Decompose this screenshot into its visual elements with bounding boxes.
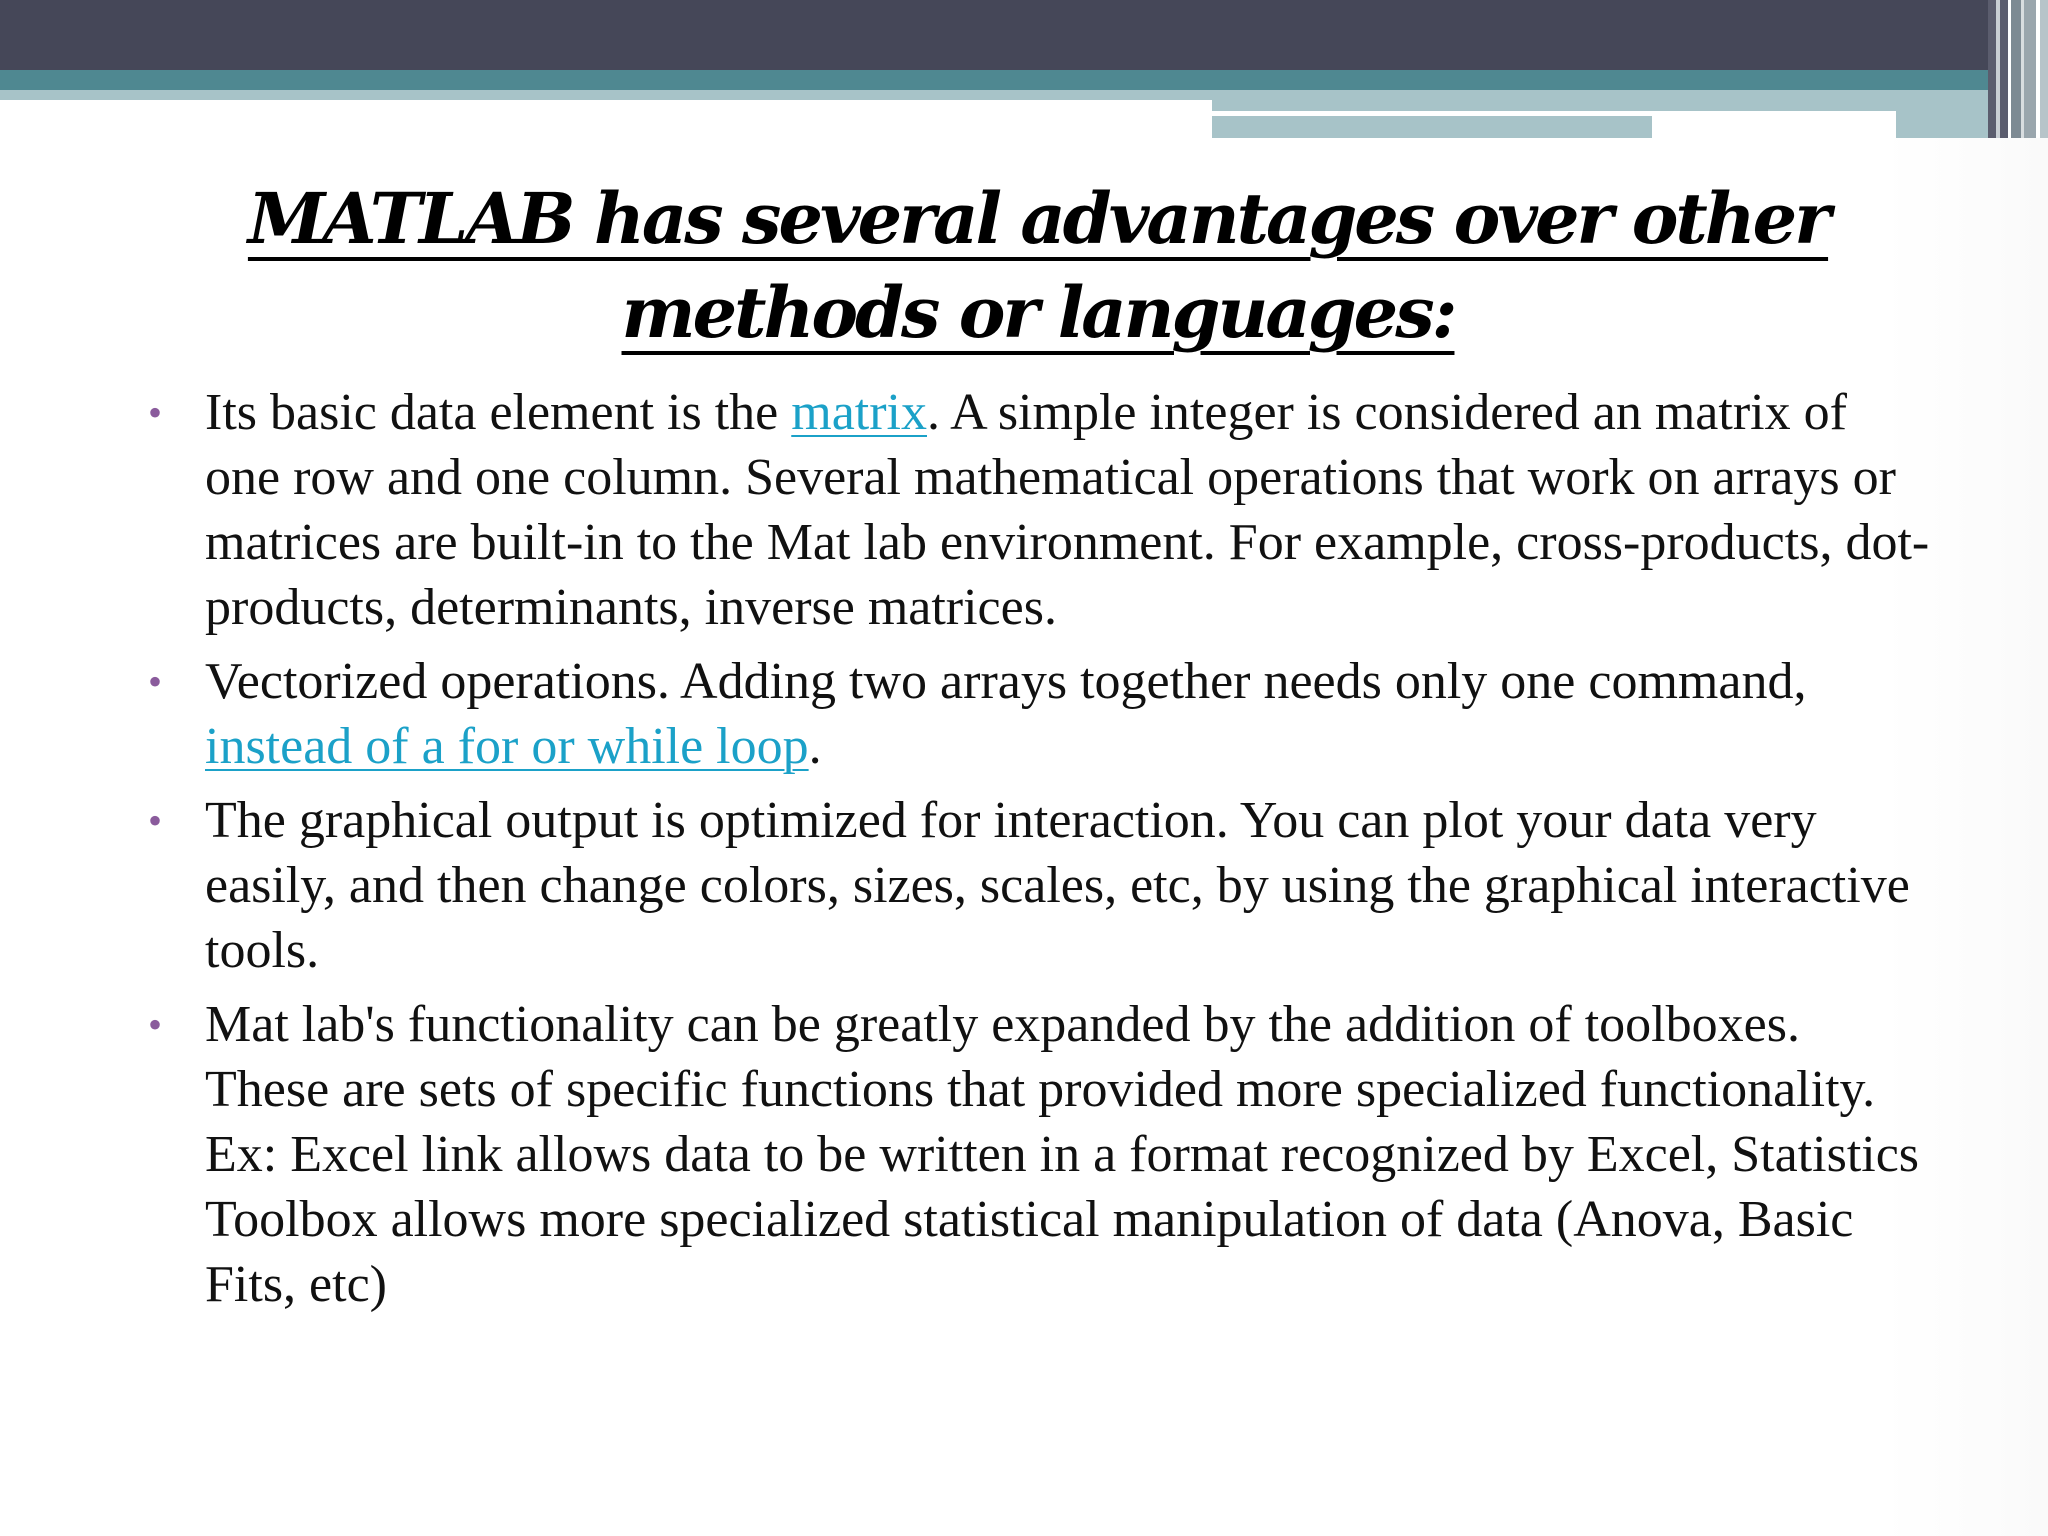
bullet-dot-icon: •	[148, 659, 163, 704]
header-teal-band	[0, 70, 2048, 90]
bullet-item-toolboxes	[140, 992, 1930, 1317]
loop-link[interactable]: instead of a for or while loop	[205, 718, 809, 775]
bullet-text-post: . A simple integer is considered an matrix of one row and one column. Several mathematical operations that work on arrays or matrices are built-in to the Mat lab environment. For example, cross-products, dot-products, determinants, inverse matrices.	[205, 384, 1930, 636]
bullet-dot-icon: •	[148, 1002, 163, 1047]
bullet-text: Mat lab's functionality can be greatly expanded by the addition of toolboxes. These are sets of specific functions that provided more specialized functionality. Ex: Excel link allows data to be written in a format recognized by Excel, Statistics Toolbox allows more specialized statistical manipulation of data (Anova, Basic Fits, etc)	[205, 996, 1920, 1313]
header-right-stripes	[1988, 0, 2048, 138]
bullet-text-pre: Vectorized operations. Adding two arrays together needs only one command,	[205, 653, 1807, 710]
bullet-item-vectorized	[140, 649, 1930, 779]
matrix-link[interactable]: matrix	[791, 384, 927, 441]
bullet-list	[140, 380, 1930, 1326]
bullet-item-matrix	[140, 380, 1930, 640]
bullet-item-graphical	[140, 788, 1930, 983]
bullet-text-post: .	[808, 718, 822, 775]
bullet-dot-icon: •	[148, 390, 163, 435]
bullet-text-pre: Its basic data element is the	[205, 384, 792, 441]
bullet-text: The graphical output is optimized for interaction. You can plot your data very easily, and then change colors, sizes, scales, etc, by using the graphical interactive tools.	[205, 792, 1910, 979]
slide-title-text: MATLAB has several advantages over other methods or languages:	[247, 177, 1829, 354]
header-white-step	[1652, 116, 1896, 138]
header-light-step	[1212, 116, 1652, 138]
header-light-band-left	[0, 90, 1212, 100]
header-dark-band	[0, 0, 2048, 70]
bullet-dot-icon: •	[148, 798, 163, 843]
slide-title	[186, 172, 1890, 360]
